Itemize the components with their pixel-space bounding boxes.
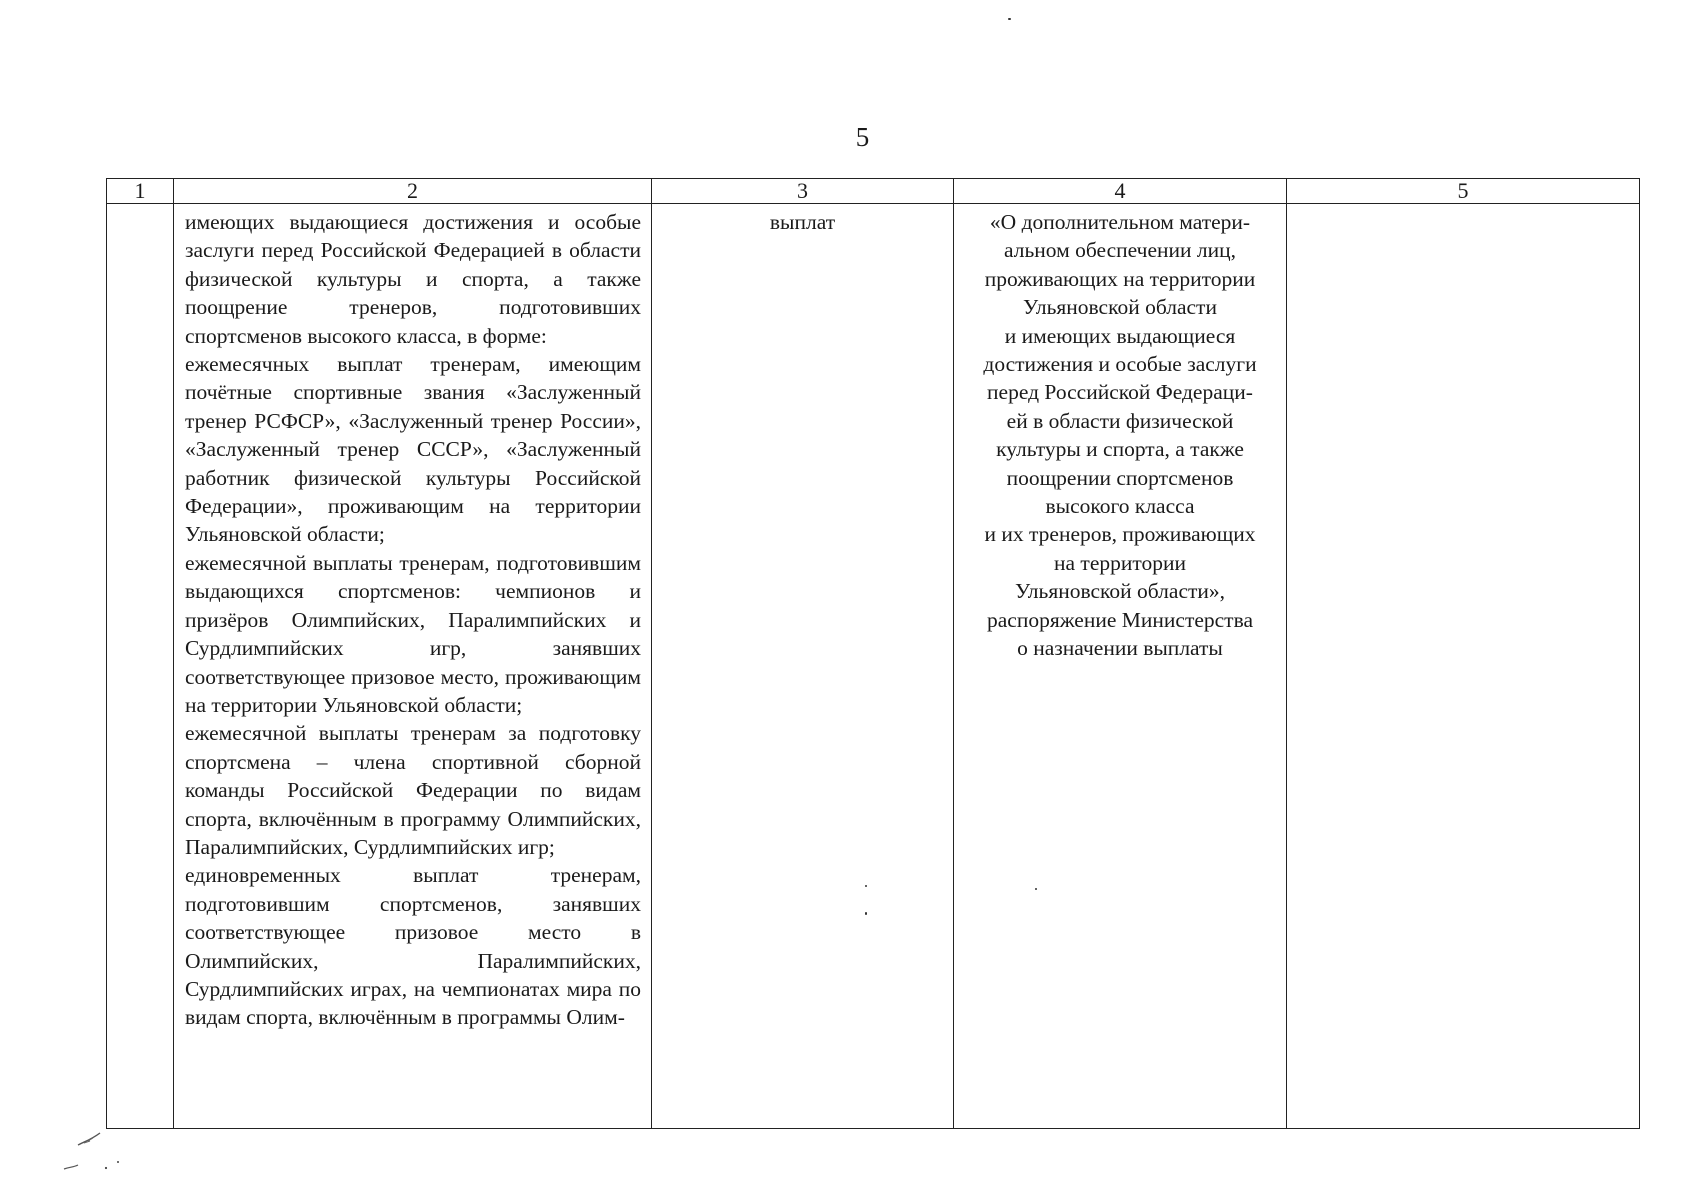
description-cell: [174, 204, 652, 1129]
payment-text: выплат: [769, 210, 836, 234]
notes-cell: [1287, 204, 1640, 1129]
legal-basis-cell: [954, 204, 1287, 1129]
column-header-2: 2: [174, 179, 652, 204]
description-paragraph: ежемесячных выплат тренерам, имеющим почётные спортивные звания «Заслуженный тренер РСФСР», «Заслуженный тренер России», «Заслуженный тренер СССР», «Заслуженный работник физической культуры Российской Федерации», проживающим на территории Ульяновской области;: [185, 352, 641, 547]
legal-basis-line: о назначении выплаты: [1017, 636, 1223, 661]
description-paragraph: имеющих выдающиеся достижения и особые заслуги перед Российской Федерацией в области физической культуры и спорта, а также поощрение тренеров, подготовивших спортсменов высокого класса, в форме:: [185, 210, 641, 348]
legal-basis-line: достижения и особые заслуги: [983, 352, 1257, 377]
description-paragraph: ежемесячной выплаты тренерам, подготовившим выдающихся спортсменов: чемпионов и призёров Олимпийских, Паралимпийских и Сурдлимпийских игр, занявших соответствующее призовое место, проживающим на территории Ульяновской области;: [185, 550, 641, 717]
legal-basis-line: ей в области физической: [1006, 408, 1234, 433]
description-paragraph: единовременных выплат тренерам, подготовившим спортсменов, занявших соответствующее призовое место в Олимпийских, Паралимпийских, Сурдлимпийских играх, на чемпионатах мира по видам спорта, включённым в программы Олим-: [185, 863, 641, 1030]
description-paragraph: ежемесячной выплаты тренерам за подготовку спортсмена – члена спортивной сборной команды Российской Федерации по видам спорта, включённым в программу Олимпийских, Паралимпийских, Сурдлимпийских игр;: [185, 721, 641, 859]
column-header-3: 3: [652, 179, 954, 204]
legal-basis-line: Ульяновской области: [1023, 295, 1217, 320]
column-header-4: 4: [954, 179, 1287, 204]
legal-basis-line: и их тренеров, проживающих: [984, 522, 1256, 547]
column-header-1: 1: [107, 179, 174, 204]
row-number-cell: [107, 204, 174, 1129]
legal-basis-line: Ульяновской области»,: [1014, 579, 1226, 604]
legal-basis-line: на территории: [1054, 550, 1186, 575]
legal-basis-line: перед Российской Федераци-: [987, 380, 1253, 405]
scan-mark: [60, 1125, 130, 1175]
document-table: [106, 178, 1640, 1129]
legal-basis-line: и имеющих выдающиеся: [1004, 323, 1236, 348]
column-header-5: 5: [1287, 179, 1640, 204]
legal-basis-line: поощрении спортсменов: [1006, 465, 1234, 490]
legal-basis-line: культуры и спорта, а также: [996, 437, 1244, 462]
scan-speck: [1008, 18, 1011, 20]
payment-cell: [652, 204, 954, 1129]
legal-basis-line: распоряжение Министерства: [987, 607, 1253, 632]
legal-basis-line: «О дополнительном матери-: [989, 210, 1251, 234]
legal-basis-line: проживающих на территории: [984, 266, 1256, 291]
table-header-row: [107, 179, 1640, 204]
table-row: [107, 204, 1640, 1129]
legal-basis-line: высокого класса: [1045, 494, 1195, 519]
page-number: 5: [855, 122, 870, 152]
legal-basis-line: альном обеспечении лиц,: [1004, 238, 1236, 263]
